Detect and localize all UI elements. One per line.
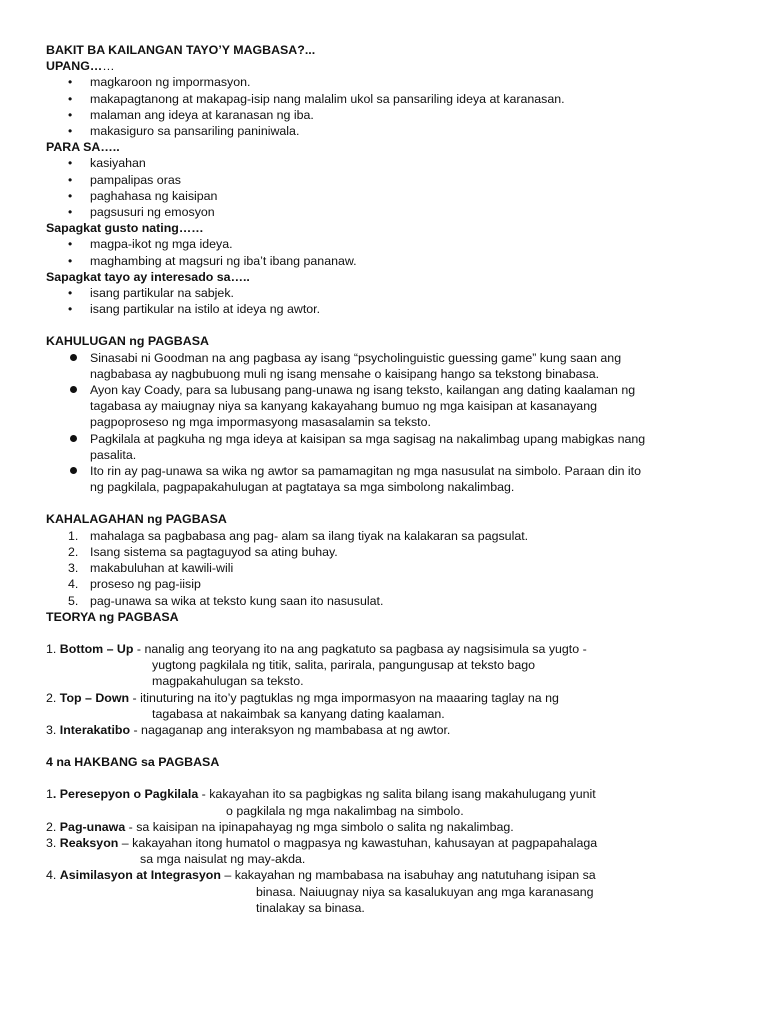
line: sa kaisipan na ipinapahayag ng mga simbolo o salita ng nakalimbag. <box>136 819 514 834</box>
item-term: Pag-unawa <box>59 819 126 834</box>
kahalagahan-list <box>46 528 736 609</box>
line: pagpoproseso ng mga impormasyong masasalamin sa teksto. <box>90 415 431 430</box>
hakbang-item-2 <box>46 819 736 835</box>
line: tagabasa ay maiugnay niya sa kanyang kakayahang bumuo ng mga kaisipan at kasanayang <box>90 399 597 414</box>
teorya-item-interaktibo <box>46 722 736 738</box>
list-item: • isang partikular na istilo at ideya ng awtor. <box>46 301 736 317</box>
item-term: Top – Down <box>59 690 130 705</box>
item-separator: – <box>118 835 133 850</box>
interesado-list <box>46 285 736 317</box>
item-separator: - <box>133 641 145 656</box>
item-number: 2. <box>68 544 79 559</box>
teorya-item-bottom-up <box>46 641 736 690</box>
list-item <box>46 431 736 463</box>
line: pasalita. <box>90 447 137 462</box>
list-item <box>46 528 736 544</box>
item-term: Interakatibo <box>59 722 131 737</box>
item-separator: - <box>129 690 141 705</box>
item-separator: - <box>130 722 142 737</box>
line: nagaganap ang interaksyon ng mambabasa at ng awtor. <box>141 722 451 737</box>
line: Ayon kay Coady, para sa lubusang pang-unawa ng isang teksto, kailangan ang dating kaalaman ng <box>90 383 636 398</box>
hakbang-item-4 <box>46 867 736 916</box>
item-number: 3. <box>46 835 57 850</box>
item-number: 5. <box>68 593 79 608</box>
item-number: 4. <box>68 577 79 592</box>
item-term: Bottom – Up <box>59 641 134 656</box>
document-page <box>46 42 736 916</box>
item-text: Isang sistema sa pagtaguyod sa ating buhay. <box>90 544 338 559</box>
item-term: Asimilasyon at Integrasyon <box>59 868 221 883</box>
line: magpakahulugan sa teksto. <box>152 674 304 689</box>
list-item: • paghahasa ng kaisipan <box>46 188 736 204</box>
gusto-list <box>46 236 736 268</box>
hakbang-item-3 <box>46 835 736 867</box>
item-text: mahalaga sa pagbabasa ang pag- alam sa ilang tiyak na kalakaran sa pagsulat. <box>90 528 529 543</box>
item-text: pag-unawa sa wika at teksto kung saan ito nasusulat. <box>90 593 384 608</box>
list-item: • malaman ang ideya at karanasan ng iba. <box>46 107 736 123</box>
line: sa mga naisulat ng may-akda. <box>140 852 306 867</box>
item-number: 3. <box>46 722 57 737</box>
line: kakayahan ito sa pagbigkas ng salita bilang isang makahulugang yunit <box>209 787 596 802</box>
list-item <box>46 593 736 609</box>
item-number: 1. <box>68 528 79 543</box>
heading-kahalagahan: KAHALAGAHAN ng PAGBASA <box>46 512 227 527</box>
heading-kahulugan: KAHULUGAN ng PAGBASA <box>46 334 209 349</box>
heading-gusto: Sapagkat gusto nating…… <box>46 221 204 236</box>
list-item <box>46 350 736 382</box>
list-item: • makasiguro sa pansariling paniniwala. <box>46 123 736 139</box>
item-separator: - <box>198 787 210 802</box>
line: tagabasa at nakaimbak sa kanyang dating kaalaman. <box>152 706 445 721</box>
list-item: • maghambing at magsuri ng iba’t ibang pananaw. <box>46 253 736 269</box>
line: Sinasabi ni Goodman na ang pagbasa ay isang “psycholinguistic guessing game” kung saan ang <box>90 350 622 365</box>
item-term: Reaksyon <box>59 835 119 850</box>
line: Ito rin ay pag-unawa sa wika ng awtor sa pamamagitan ng mga nasusulat na simbolo. Paraan din ito <box>90 464 642 479</box>
item-number: 4. <box>46 868 57 883</box>
item-text: proseso ng pag-iisip <box>90 577 201 592</box>
hakbang-item-1 <box>46 786 736 818</box>
item-number: 2. <box>46 690 57 705</box>
upang-ellipsis: … <box>102 59 115 74</box>
teorya-item-top-down <box>46 690 736 722</box>
item-number: 1. <box>46 641 57 656</box>
list-item <box>46 544 736 560</box>
list-item: • isang partikular na sabjek. <box>46 285 736 301</box>
line: binasa. Naiuugnay niya sa kasalukuyan ang mga karanasang <box>256 884 594 899</box>
list-item <box>46 463 736 495</box>
heading-hakbang: 4 na HAKBANG sa PAGBASA <box>46 755 220 770</box>
line: nanalig ang teoryang ito na ang pagkatuto sa pagbasa ay nagsisimula sa yugto - <box>144 641 587 656</box>
line: nagbabasa ay nagbubuong muli ng isang mensahe o kaisipang hango sa tekstong binabasa. <box>90 366 600 381</box>
kahulugan-list <box>46 350 736 496</box>
line: Pagkilala at pagkuha ng mga ideya at kaisipan sa mga sagisag na nakalimbag upang mabigkas nang <box>90 431 646 446</box>
item-term: . Peresepyon o Pagkilala <box>52 787 199 802</box>
heading-teorya: TEORYA ng PAGBASA <box>46 609 179 624</box>
list-item <box>46 560 736 576</box>
upang-label: UPANG… <box>46 59 103 74</box>
list-item: • magpa-ikot ng mga ideya. <box>46 236 736 252</box>
line: tinalakay sa binasa. <box>256 900 365 915</box>
heading-para-sa: PARA SA….. <box>46 140 120 155</box>
item-number: 3. <box>68 561 79 576</box>
item-number: 2. <box>46 819 57 834</box>
line: itinuturing na ito’y pagtuklas ng mga impormasyon na maaaring taglay na ng <box>140 690 559 705</box>
item-text: makabuluhan at kawili-wili <box>90 561 234 576</box>
list-item: • kasiyahan <box>46 155 736 171</box>
heading-bakit: BAKIT BA KAILANGAN TAYO’Y MAGBASA?... <box>46 43 316 57</box>
line: kakayahan ng mambabasa na isabuhay ang natutuhang isipan sa <box>234 868 596 883</box>
list-item: • pampalipas oras <box>46 172 736 188</box>
list-item: • magkaroon ng impormasyon. <box>46 74 736 90</box>
list-item <box>46 382 736 431</box>
item-separator: - <box>125 819 137 834</box>
item-number: 1 <box>46 787 53 802</box>
line: ng pagkilala, pagpapakahulugan at pagtataya sa mga simbolong nakalimbag. <box>90 480 515 495</box>
line: yugtong pagkilala ng titik, salita, parirala, pangungusap at teksto bago <box>152 658 535 673</box>
list-item: • makapagtanong at makapag-isip nang malalim ukol sa pansariling ideya at karanasan. <box>46 91 736 107</box>
item-separator: – <box>220 868 235 883</box>
heading-upang <box>46 58 736 74</box>
heading-interesado: Sapagkat tayo ay interesado sa….. <box>46 269 250 284</box>
line: o pagkilala ng mga nakalimbag na simbolo. <box>226 803 464 818</box>
line: kakayahan itong humatol o magpasya ng kawastuhan, kahusayan at pagpapahalaga <box>132 835 598 850</box>
list-item <box>46 576 736 592</box>
para-list <box>46 155 736 220</box>
upang-list <box>46 74 736 139</box>
list-item: • pagsusuri ng emosyon <box>46 204 736 220</box>
